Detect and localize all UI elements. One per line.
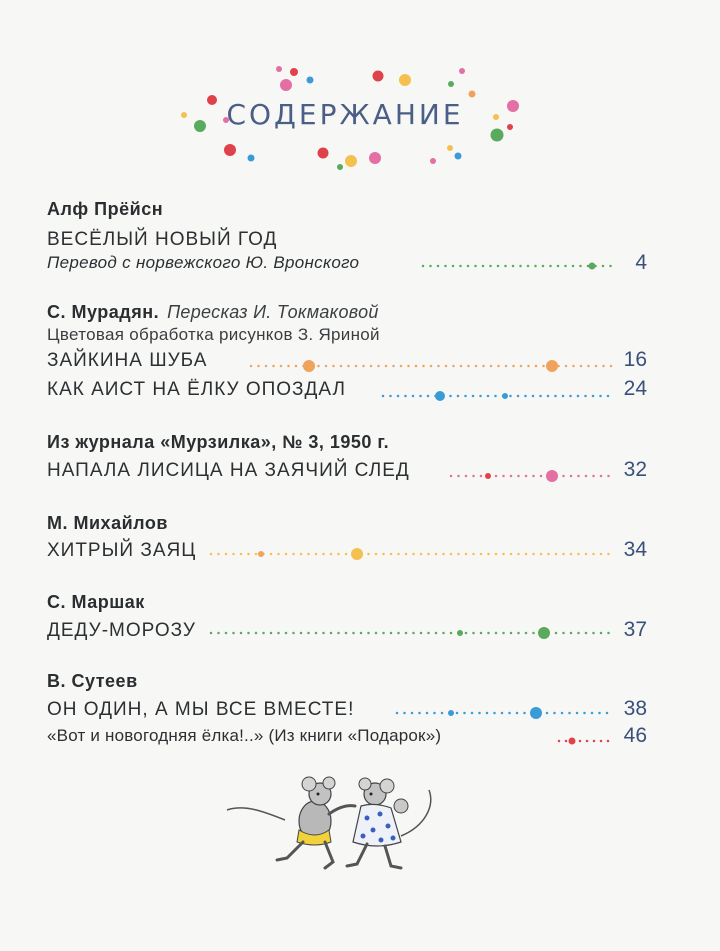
page-number: 24 bbox=[623, 377, 647, 400]
toc-entry[interactable] bbox=[47, 620, 647, 646]
dot-leader bbox=[555, 726, 617, 752]
entry-title: НАПАЛА ЛИСИЦА НА ЗАЯЧИЙ СЛЕД bbox=[47, 460, 410, 481]
page-number: 16 bbox=[623, 348, 647, 371]
author-name: Из журнала «Мурзилка», № 3, 1950 г. bbox=[47, 432, 390, 452]
toc-entry[interactable] bbox=[47, 350, 647, 376]
author-note: Пересказ И. Токмаковой bbox=[167, 302, 379, 322]
dot-leader bbox=[419, 253, 619, 279]
toc-entry[interactable] bbox=[47, 699, 647, 725]
page-number: 32 bbox=[623, 458, 647, 481]
dot-leader bbox=[207, 620, 615, 646]
entry-subtitle: Перевод с норвежского Ю. Вронского bbox=[47, 253, 360, 272]
page-number: 37 bbox=[623, 618, 647, 641]
page-title: СОДЕРЖАНИЕ bbox=[226, 98, 464, 131]
toc-entry[interactable] bbox=[47, 229, 647, 255]
author-name: Алф Прёйсн bbox=[47, 199, 164, 219]
page-number: 38 bbox=[623, 697, 647, 720]
page-number: 46 bbox=[623, 724, 647, 747]
dot-leader bbox=[393, 699, 615, 725]
author-name: М. Михайлов bbox=[47, 513, 168, 533]
entry-title: КАК АИСТ НА ЁЛКУ ОПОЗДАЛ bbox=[47, 379, 346, 400]
toc-entry[interactable] bbox=[47, 379, 647, 405]
dot-leader bbox=[207, 540, 615, 566]
entry-title: ДЕДУ-МОРОЗУ bbox=[47, 620, 196, 641]
dancing-mice-illustration bbox=[225, 776, 440, 876]
toc-entry[interactable] bbox=[47, 253, 647, 279]
author-name: В. Сутеев bbox=[47, 671, 138, 691]
author-label: С. Мурадян. bbox=[47, 302, 160, 322]
dot-leader bbox=[247, 350, 615, 376]
entry-title: «Вот и новогодняя ёлка!..» (Из книги «Подарок») bbox=[47, 726, 442, 745]
dot-leader bbox=[379, 379, 615, 405]
dot-leader bbox=[447, 460, 615, 486]
entry-title: ХИТРЫЙ ЗАЯЦ bbox=[47, 540, 197, 561]
page-number: 34 bbox=[623, 538, 647, 561]
entry-title: ЗАЙКИНА ШУБА bbox=[47, 350, 208, 371]
toc-entry[interactable] bbox=[47, 460, 647, 486]
toc-entry[interactable] bbox=[47, 540, 647, 566]
entry-title: ОН ОДИН, А МЫ ВСЕ ВМЕСТЕ! bbox=[47, 699, 355, 720]
toc-entry[interactable] bbox=[47, 726, 647, 752]
author-name: С. Маршак bbox=[47, 592, 145, 612]
page-number: 4 bbox=[635, 251, 647, 274]
illustrator-credit: Цветовая обработка рисунков З. Яриной bbox=[47, 325, 380, 344]
entry-title: ВЕСЁЛЫЙ НОВЫЙ ГОД bbox=[47, 229, 278, 250]
author-name bbox=[47, 302, 379, 323]
